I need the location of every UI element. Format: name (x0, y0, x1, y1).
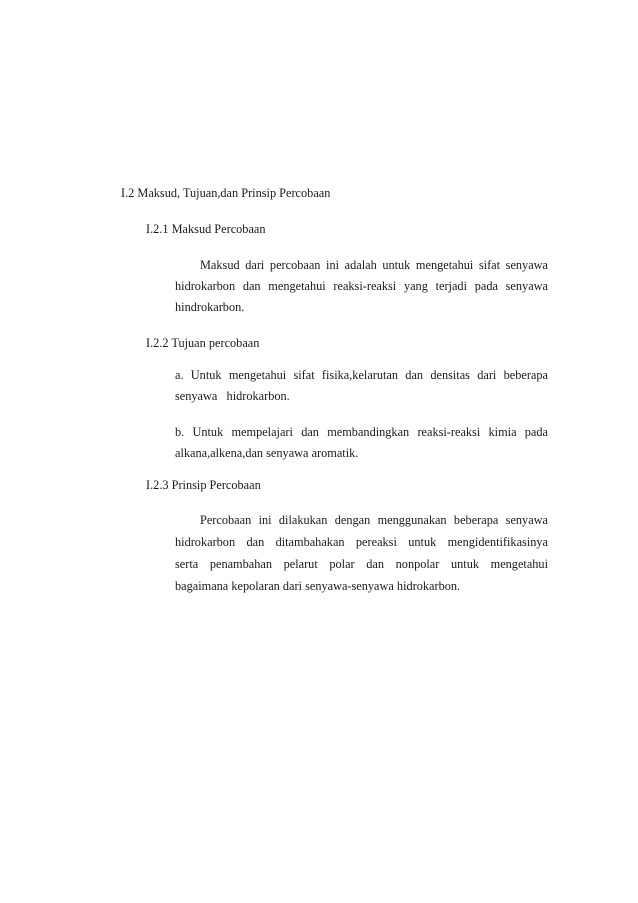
paragraph-line: serta penambahan pelarut polar dan nonpolar untuk mengetahui (175, 557, 548, 571)
subsection-heading-tujuan: I.2.2 Tujuan percobaan (146, 336, 260, 350)
section-heading: I.2 Maksud, Tujuan,dan Prinsip Percobaan (121, 186, 331, 200)
paragraph-line: hidrokarbon dan ditambahakan pereaksi untuk mengidentifikasinya (175, 535, 548, 549)
list-item-line: senyawa hidrokarbon. (175, 389, 290, 403)
paragraph-line: hidrokarbon dan mengetahui reaksi-reaksi yang terjadi pada senyawa (175, 279, 548, 293)
list-item-line: alkana,alkena,dan senyawa aromatik. (175, 446, 359, 460)
paragraph-line: bagaimana kepolaran dari senyawa-senyawa hidrokarbon. (175, 579, 461, 593)
list-item-line: b. Untuk mempelajari dan membandingkan reaksi-reaksi kimia pada (175, 425, 548, 439)
subsection-heading-prinsip: I.2.3 Prinsip Percobaan (146, 478, 261, 492)
paragraph-line: hindrokarbon. (175, 300, 245, 314)
paragraph-line: Maksud dari percobaan ini adalah untuk mengetahui sifat senyawa (200, 258, 548, 272)
paragraph-line: Percobaan ini dilakukan dengan menggunakan beberapa senyawa (200, 513, 548, 527)
list-item-line: a. Untuk mengetahui sifat fisika,kelarutan dan densitas dari beberapa (175, 368, 548, 382)
subsection-heading-maksud: I.2.1 Maksud Percobaan (146, 222, 266, 236)
